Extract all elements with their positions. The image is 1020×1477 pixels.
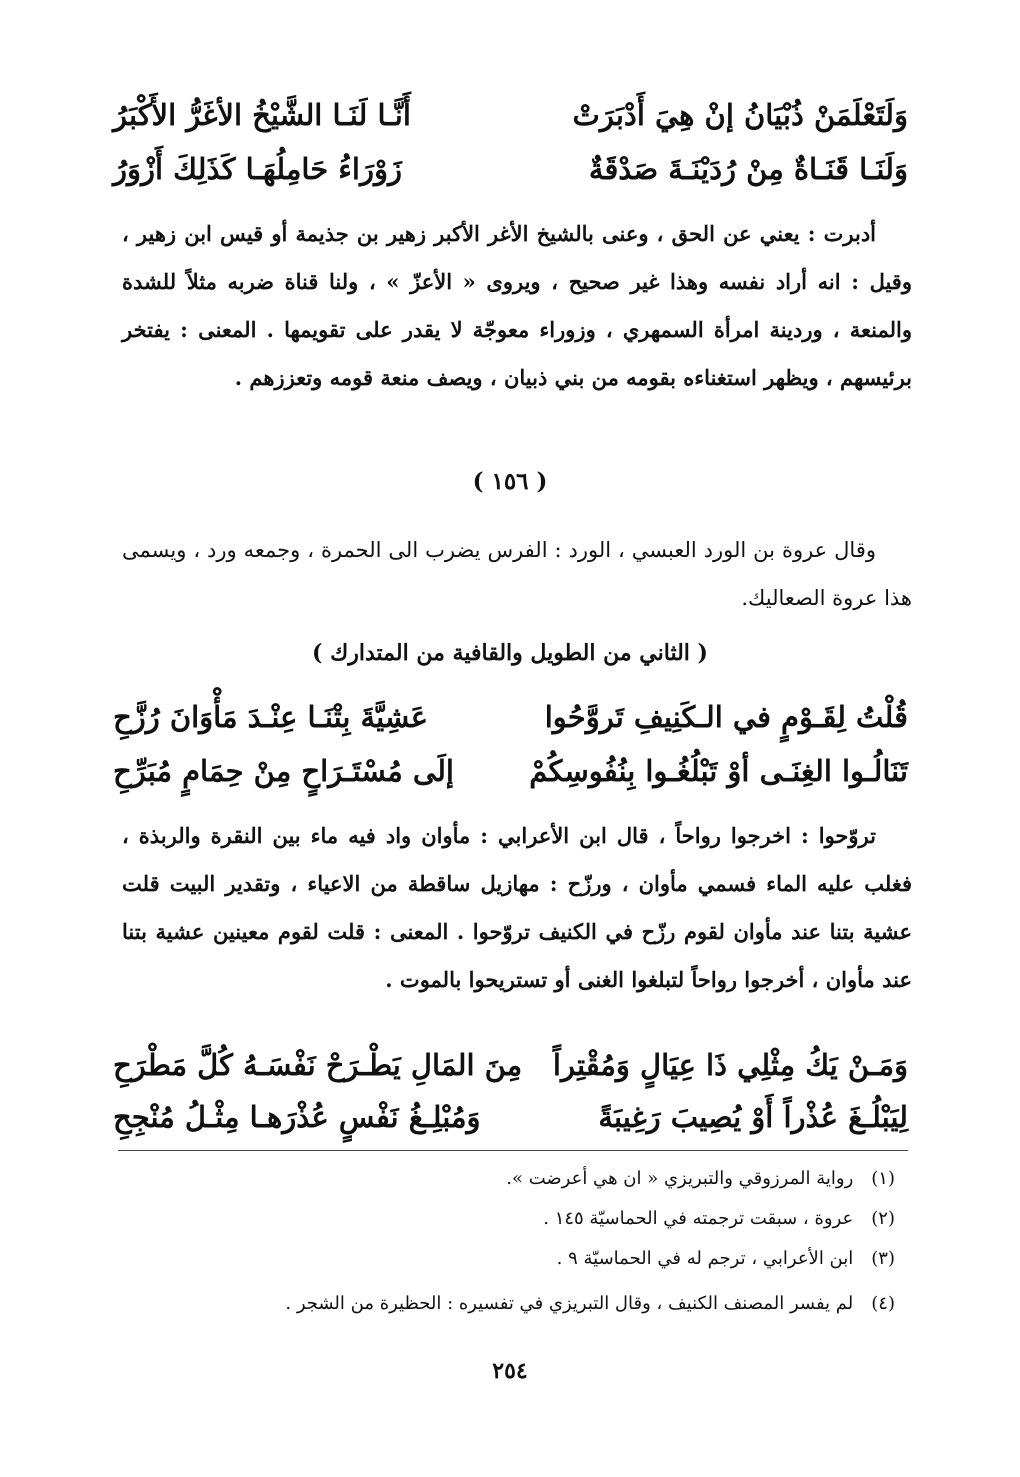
footnote (115, 1293, 895, 1314)
footnote-text: رواية المرزوقي والتبريزي « ان هي أعرضت ». (506, 1168, 854, 1189)
footnote-number: (٢) (871, 1208, 895, 1229)
verse-first-hemistich: تَنَالُـوا الغِنَـى أوْ تَبْلُغُـوا بِنُفُوسِكُمْ (529, 754, 908, 788)
footnote-number: (٣) (871, 1248, 895, 1269)
commentary-text: أدبرت : يعني عن الحق ، وعنى بالشيخ الأغر الأكبر زهير بن جذيمة أو قيس ابن زهير ، وقيل : انه أراد نفسه وهذا غير صحيح ، ويروى « الأعزّ » ، ولنا قناة ضربه مثلاً للشدة والمنعة ، وردينة امرأة السمهري ، وزوراء معوجّة لا يقدر على تقويمها . المعنى : يفتخر برئيسهم ، ويظهر استغناءه بقومه من بني ذبيان ، ويصف منعة قومه وتعززهم . (122, 221, 912, 390)
footnote (115, 1248, 895, 1269)
intro-text: وقال عروة بن الورد العبسي ، الورد : الفرس يضرب الى الحمرة ، وجمعه ورد ، ويسمى هذا عروة الصعاليك. (122, 538, 912, 610)
verse-line (113, 1048, 908, 1082)
verse-first-hemistich: قُلْتُ لِقَـوْمٍ في الـكَنِيفِ تَروَّحُوا (544, 700, 908, 734)
commentary-paragraph (122, 210, 912, 402)
verse-second-hemistich: زَوْرَاءُ حَامِلُهَـا كَذَلِكَ أَزْوَرُ (113, 152, 402, 186)
footnote-text: ابن الأعرابي ، ترجم له في الحماسيّة ٩ . (556, 1248, 854, 1269)
verse-second-hemistich: إلَى مُسْتَـرَاحٍ مِنْ حِمَامٍ مُبَرِّحِ (113, 754, 454, 788)
verse-line (113, 152, 908, 186)
commentary-paragraph (122, 812, 912, 1004)
section-number: ( ١٥٦ ) (472, 468, 548, 495)
verse-line (113, 754, 908, 788)
verse-first-hemistich: وَلَنَـا قَنَـاةٌ مِنْ رُدَيْنَـةَ صَدْقَةٌ (588, 152, 908, 186)
footnote-number: (٤) (871, 1293, 895, 1314)
footnote-text: لم يفسر المصنف الكنيف ، وقال التبريزي في تفسيره : الحظيرة من الشجر . (285, 1293, 854, 1314)
verse-second-hemistich: عَشِيَّةَ بِتْنَـا عِنْـدَ مَأْوَانَ رُزَّحِ (113, 700, 428, 734)
verse-line (113, 1100, 908, 1134)
footnote (115, 1208, 895, 1229)
verse-second-hemistich: وَمُبْلِـغُ نَفْسٍ عُذْرَهـا مِثْـلُ مُنْجِحِ (113, 1100, 481, 1134)
verse-line (113, 98, 908, 132)
footnote-divider (118, 1150, 908, 1151)
meter-heading: ( الثاني من الطويل والقافية من المتدارك ) (312, 640, 708, 666)
footnote-text: عروة ، سبقت ترجمته في الحماسيّة ١٤٥ . (543, 1208, 854, 1229)
verse-second-hemistich: مِنَ المَالِ يَطْـرَحْ نَفْسَـهُ كُلَّ مَطْرَحِ (113, 1048, 523, 1082)
verse-second-hemistich: أَنَّـا لَنَـا الشَّيْخُ الأغَرُّ الأَكْبَرُ (113, 98, 411, 132)
page-number: ٢٥٤ (492, 1358, 528, 1384)
verse-first-hemistich: وَلَتَعْلَمَنْ ذُبْيَانُ إنْ هِيَ أَدْبَرَتْ (572, 98, 908, 132)
intro-paragraph (122, 526, 912, 622)
commentary-text: تروّحوا : اخرجوا رواحاً ، قال ابن الأعرابي : مأوان واد فيه ماء بين النقرة والربذة ، فغلب عليه الماء فسمي مأوان ، ورزّح : مهازيل ساقطة من الاعياء ، وتقدير البيت قلت عشية بتنا عند مأوان لقوم رزّح في الكنيف تروّحوا . المعنى : قلت لقوم معينين عشية بتنا عند مأوان ، أخرجوا رواحاً لتبلغوا الغنى أو تستريحوا بالموت . (122, 823, 912, 992)
verse-first-hemistich: وَمَـنْ يَكُ مِثْلِي ذَا عِيَالٍ وَمُقْتِراً (552, 1048, 908, 1082)
footnote-number: (١) (871, 1168, 895, 1189)
verse-line (113, 700, 908, 734)
verse-first-hemistich: لِيَبْلُـغَ عُذْراً أَوْ يُصِيبَ رَغِيبَةً (598, 1100, 908, 1134)
footnote (115, 1168, 895, 1189)
